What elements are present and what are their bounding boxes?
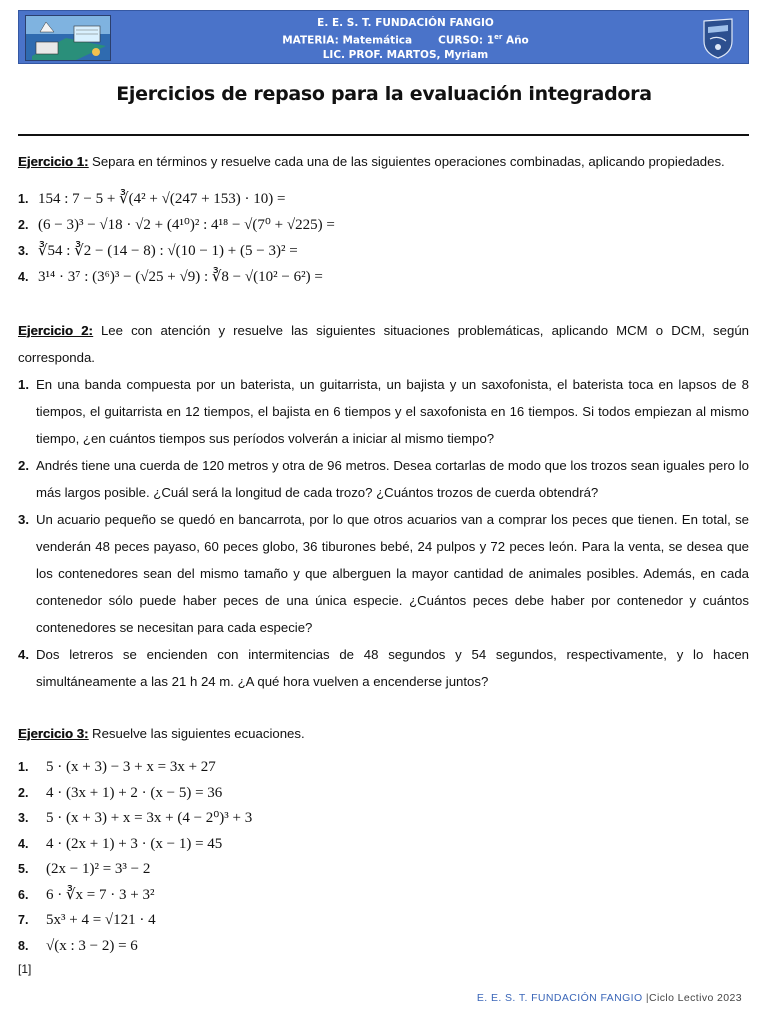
footer-school: E. E. S. T. FUNDACIÓN FANGIO (476, 992, 643, 1004)
problem-text: Andrés tiene una cuerda de 120 metros y otra de 96 metros. Desea cortarlas de modo que los trozos sean iguales pero lo más largos posible. ¿Cuál será la longitud de cada trozo? ¿Cuántos trozos de cuerda obtendrá? (36, 458, 749, 500)
list-item: 1. 154 : 7 − 5 + ∛(4² + √(247 + 153) · 10) = (18, 191, 286, 207)
list-item: 8. √(x : 3 − 2) = 6 (18, 937, 138, 954)
exercise-1-instructions: Separa en términos y resuelve cada una de las siguientes operaciones combinadas, aplicando propiedades. (88, 154, 725, 169)
exercise-2-heading (18, 317, 749, 371)
school-name: E. E. S. T. FUNDACIÓN FANGIO (317, 17, 494, 29)
equation: 4 · (2x + 1) + 3 · (x − 1) = 45 (46, 835, 223, 852)
exercise-3 (18, 720, 749, 959)
course: CURSO: 1 (438, 34, 495, 47)
footer-cycle: Ciclo Lectivo 2023 (649, 992, 742, 1004)
math-expression: 3¹⁴ · 3⁷ : (3⁶)³ − (√25 + √9) : ∛8 − √(10² − 6²) = (38, 269, 323, 285)
exercise-3-list (18, 755, 749, 959)
problem-text: Un acuario pequeño se quedó en bancarrota, por lo que otros acuarios van a comprar los peces que tienen. En total, se venderán 48 peces payaso, 60 peces globo, 36 tiburones bebé, 24 pulpos y 72 peces león. Para la venta, se desea que los contenedores sean del mismo tamaño y que alberguen la mayor cantidad de animales posibles. Además, en cada contenedor sólo puede haber peces de una única especie. ¿Cuántos peces debe haber por contenedor y cuántos contenedores se necesitan para cada especie? (36, 512, 749, 635)
list-item: 5. (2x − 1)² = 3³ − 2 (18, 861, 151, 877)
equation: 5 · (x + 3) + x = 3x + (4 − 2⁰)³ + 3 (46, 810, 253, 826)
title-divider (18, 134, 749, 136)
page-title: Ejercicios de repaso para la evaluación integradora (116, 83, 652, 105)
footer-separator: | (645, 992, 649, 1004)
header-text (119, 16, 692, 62)
list-item: 3. 5 · (x + 3) + x = 3x + (4 − 2⁰)³ + 3 (18, 810, 253, 826)
problem-text: Dos letreros se encienden con intermitencias de 48 segundos y 54 segundos, respectivamente, y lo hacen simultáneamente a las 21 h 24 m. ¿A qué hora vuelven a encenderse juntos? (36, 647, 749, 689)
equation: 4 · (3x + 1) + 2 · (x − 5) = 36 (46, 784, 223, 801)
problem-text: En una banda compuesta por un baterista, un guitarrista, un bajista y un saxofonista, el baterista toca en lapsos de 8 tiempos, el guitarrista en 12 tiempos, el bajista en 6 tiempos y el saxofonista en 16 tiempos. Si todos empiezan al mismo tiempo, ¿en cuántos tiempos sus períodos volverán a iniciar al mismo tiempo? (36, 377, 749, 446)
exercise-3-heading (18, 720, 749, 747)
list-item: 2. 4 · (3x + 1) + 2 · (x − 5) = 36 (18, 784, 223, 801)
math-expression: (6 − 3)³ − √18 · √2 + (4¹⁰)² : 4¹⁸ − √(7⁰ + √225) = (38, 217, 335, 233)
exercise-1-list (18, 186, 749, 290)
list-item: 3. ∛54 : ∛2 − (14 − 8) : √(10 − 1) + (5 − 3)² = (18, 243, 298, 259)
equation: 5 · (x + 3) − 3 + x = 3x + 27 (46, 759, 216, 775)
exercise-1 (18, 148, 749, 290)
math-expression: 154 : 7 − 5 + ∛(4² + √(247 + 153) · 10) = (38, 191, 286, 207)
footnote-reference: [1] (18, 962, 32, 976)
exercise-1-label: Ejercicio 1: (18, 154, 89, 169)
page-footer (477, 992, 742, 1004)
equation: 5x³ + 4 = √121 · 4 (46, 912, 156, 928)
list-item: 1. 5 · (x + 3) − 3 + x = 3x + 27 (18, 759, 216, 775)
subject: MATERIA: Matemática (282, 34, 413, 47)
list-item: 6. 6 · ∛x = 7 · 3 + 3² (18, 886, 155, 903)
course-suffix: er (494, 33, 503, 41)
exercise-3-label: Ejercicio 3: (18, 726, 89, 741)
page-header (18, 10, 749, 64)
math-expression: ∛54 : ∛2 − (14 − 8) : √(10 − 1) + (5 − 3)² = (38, 243, 298, 259)
school-logo-image (25, 15, 111, 61)
course-year: Año (502, 34, 529, 47)
exercise-2 (18, 317, 749, 695)
exercise-3-instructions: Resuelve las siguientes ecuaciones. (88, 726, 305, 741)
exercise-2-instructions: Lee con atención y resuelve las siguientes situaciones problemáticas, aplicando MCM o DCM, según corresponda. (18, 323, 749, 365)
school-shield-icon (702, 17, 734, 59)
list-item: 4. 3¹⁴ · 3⁷ : (3⁶)³ − (√25 + √9) : ∛8 − √(10² − 6²) = (18, 269, 323, 285)
equation: (2x − 1)² = 3³ − 2 (46, 861, 151, 877)
subject-course-line (119, 30, 692, 48)
list-item: 4. Dos letreros se encienden con intermitencias de 48 segundos y 54 segundos, respectivamente, y lo hacen simultáneamente a las 21 h 24 m. ¿A qué hora vuelven a encenderse juntos? (18, 647, 749, 689)
exercise-2-list (18, 371, 749, 695)
exercise-1-heading (18, 148, 749, 175)
list-item: 2. (6 − 3)³ − √18 · √2 + (4¹⁰)² : 4¹⁸ − √(7⁰ + √225) = (18, 217, 335, 233)
list-item: 7. 5x³ + 4 = √121 · 4 (18, 912, 156, 928)
list-item: 1. En una banda compuesta por un baterista, un guitarrista, un bajista y un saxofonista, el baterista toca en lapsos de 8 tiempos, el guitarrista en 12 tiempos, el bajista en 6 tiempos y el saxofonista en 16 tiempos. Si todos empiezan al mismo tiempo, ¿en cuántos tiempos sus períodos volverán a iniciar al mismo tiempo? (18, 377, 749, 446)
exercise-2-label: Ejercicio 2: (18, 323, 93, 338)
list-item: 4. 4 · (2x + 1) + 3 · (x − 1) = 45 (18, 835, 223, 852)
list-item: 3. Un acuario pequeño se quedó en bancarrota, por lo que otros acuarios van a comprar los peces que tienen. En total, se venderán 48 peces payaso, 60 peces globo, 36 tiburones bebé, 24 pulpos y 72 peces león. Para la venta, se desea que los contenedores sean del mismo tamaño y que alberguen la mayor cantidad de animales posibles. Además, en cada contenedor sólo puede haber peces de una única especie. ¿Cuántos peces debe haber por contenedor y cuántos contenedores se necesitan para cada especie? (18, 512, 749, 635)
equation: 6 · ∛x = 7 · 3 + 3² (46, 886, 155, 903)
equation: √(x : 3 − 2) = 6 (46, 937, 138, 954)
teacher-name: LIC. PROF. MARTOS, Myriam (322, 48, 489, 61)
list-item: 2. Andrés tiene una cuerda de 120 metros y otra de 96 metros. Desea cortarlas de modo que los trozos sean iguales pero lo más largos posible. ¿Cuál será la longitud de cada trozo? ¿Cuántos trozos de cuerda obtendrá? (18, 458, 749, 500)
